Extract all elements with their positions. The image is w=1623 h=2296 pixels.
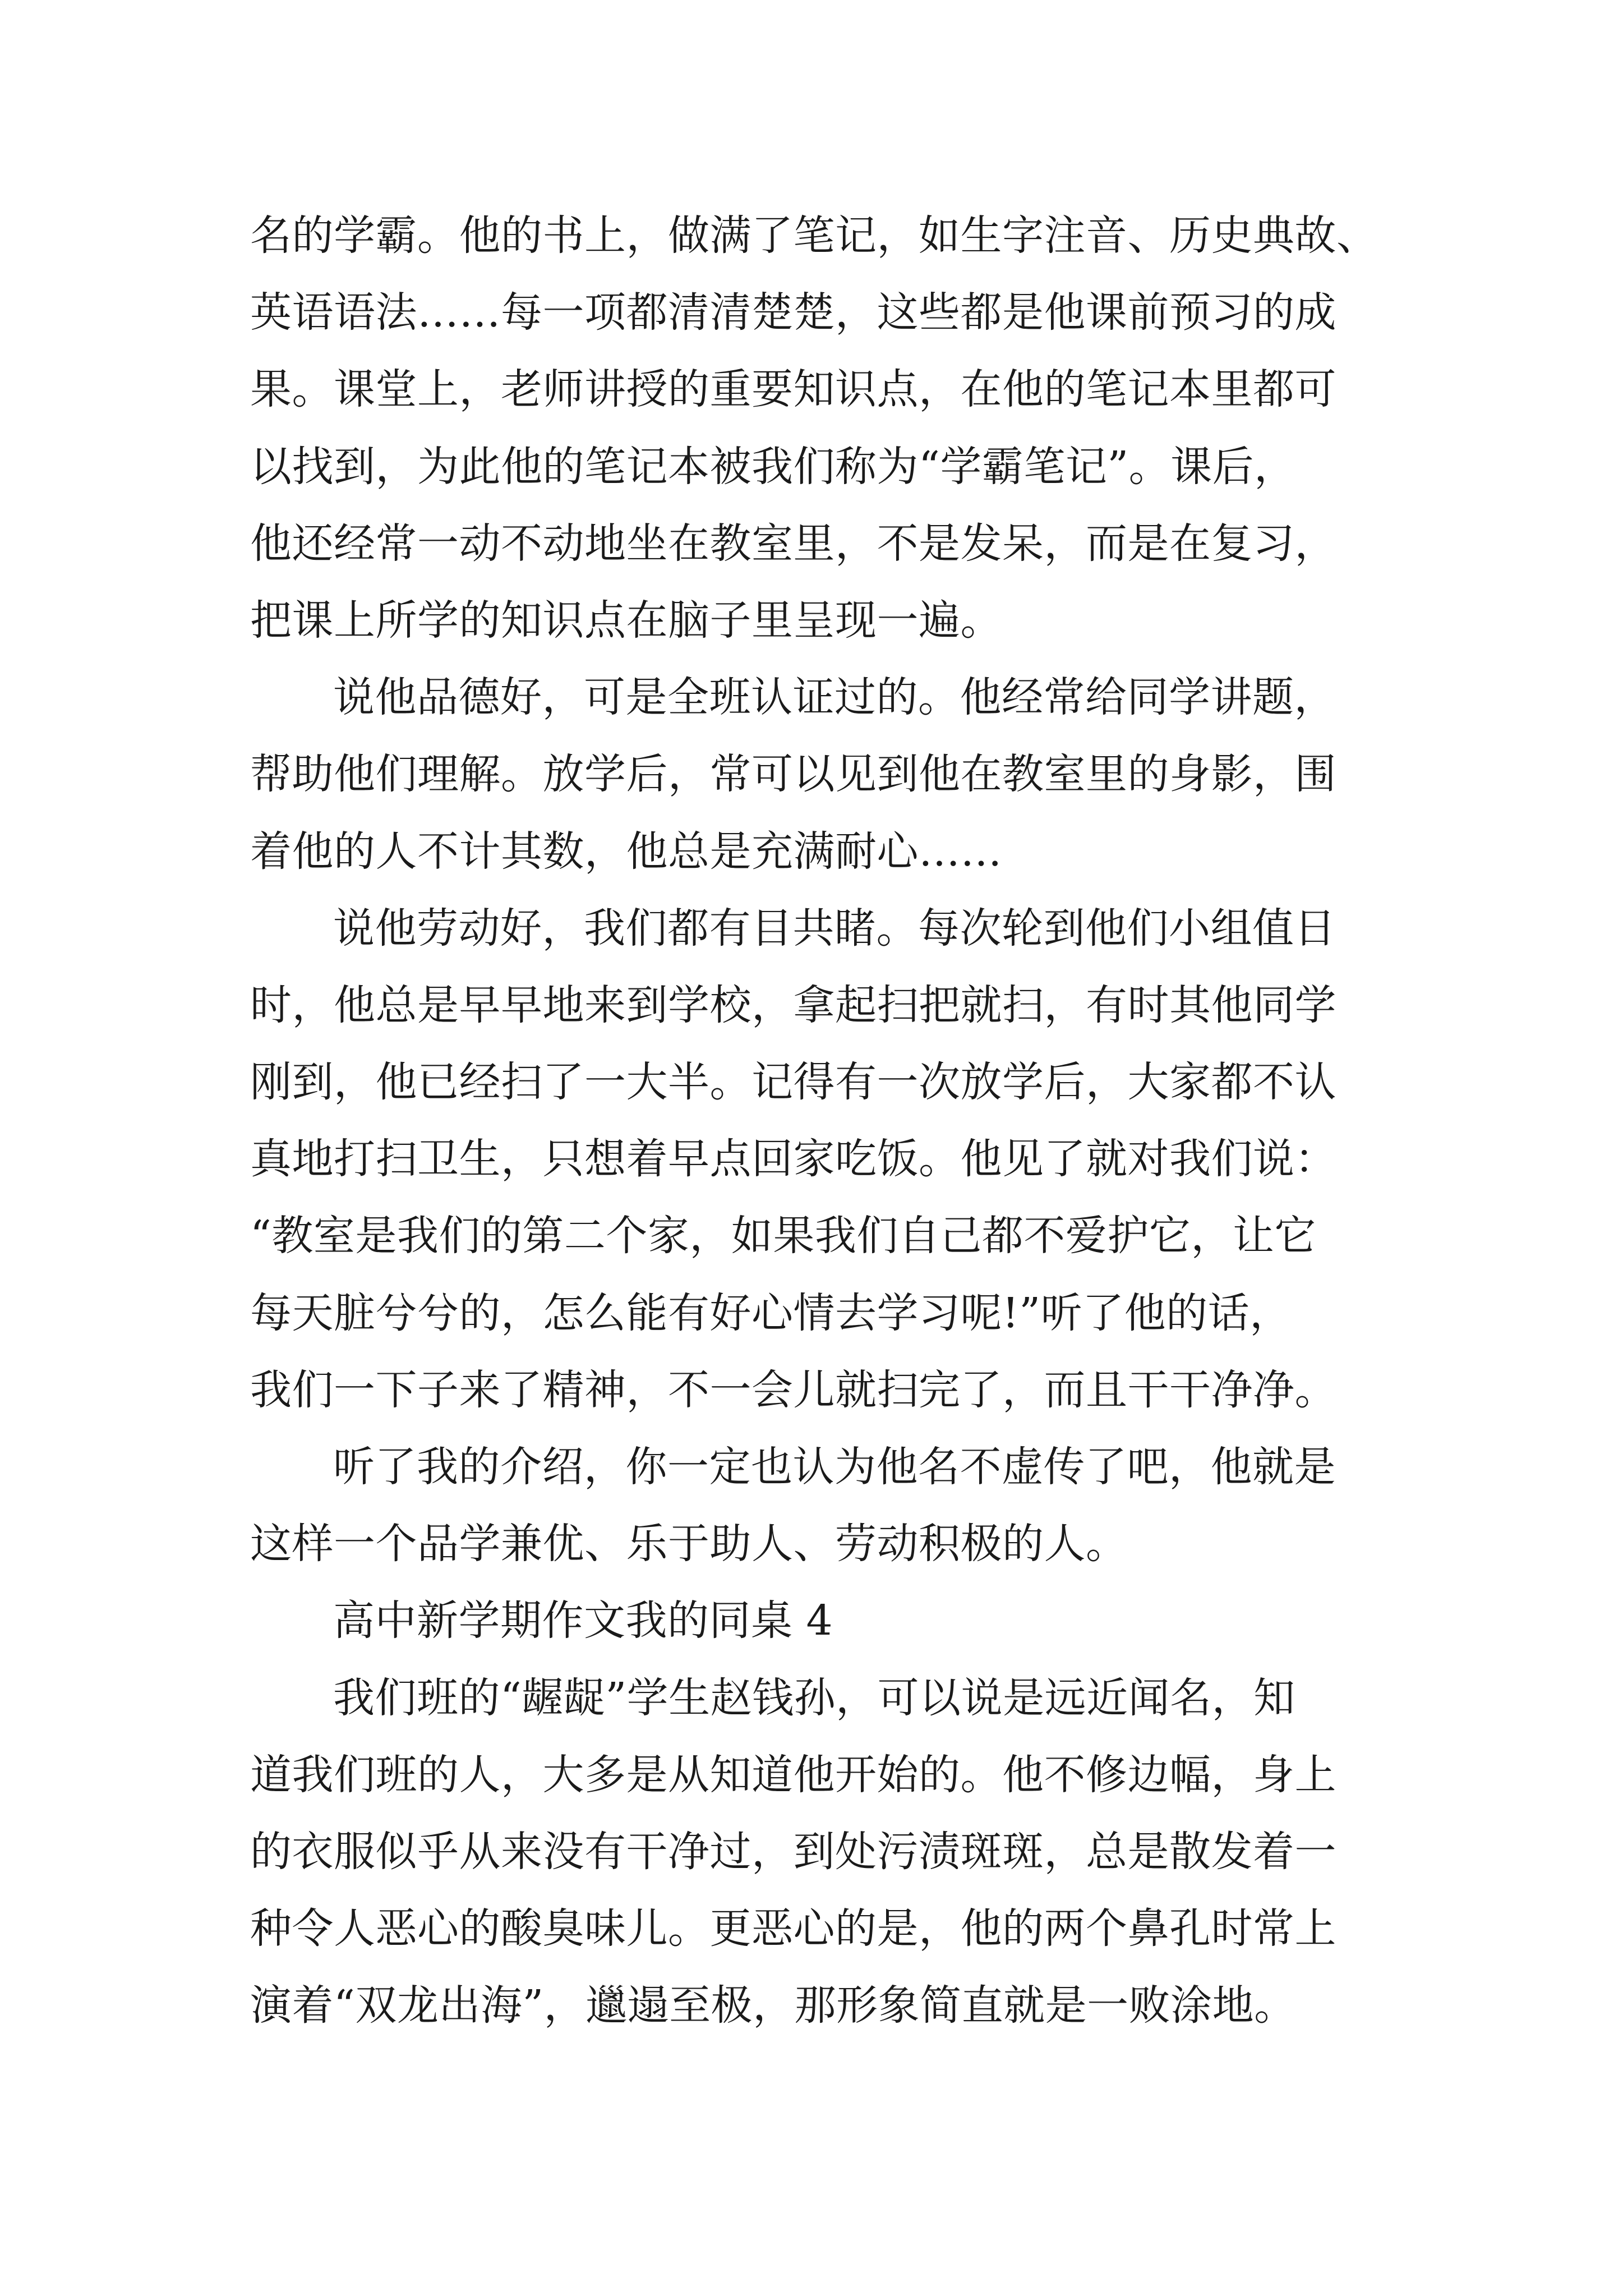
paragraph-start-line: 说他劳动好，我们都有目共睹。每次轮到他们小组值日 [333,904,1336,953]
text-line: 把课上所学的知识点在脑子里呈现一遍。 [250,596,1002,645]
text-line: 果。课堂上，老师讲授的重要知识点，在他的笔记本里都可 [250,365,1336,414]
text-line: 我们一下子来了精神，不一会儿就扫完了，而且干干净净。 [250,1365,1336,1414]
text-line: 这样一个品学兼优、乐于助人、劳动积极的人。 [250,1520,1128,1568]
text-line: 每天脏兮兮的，怎么能有好心情去学习呢!”听了他的话， [250,1289,1292,1337]
paragraph-start-line: 听了我的介绍，你一定也认为他名不虚传了吧，他就是 [333,1443,1336,1491]
text-line: “教室是我们的第二个家，如果我们自己都不爱护它，让它 [250,1212,1316,1260]
text-line: 的衣服似乎从来没有干净过，到处污渍斑斑，总是散发着一 [250,1827,1336,1876]
body-text [250,197,1417,2045]
text-line: 演着“双龙出海”，邋遢至极，那形象简直就是一败涂地。 [250,1981,1296,2030]
text-line: 他还经常一动不动地坐在教室里，不是发呆，而是在复习， [250,519,1336,568]
text-line: 时，他总是早早地来到学校，拿起扫把就扫，有时其他同学 [250,981,1336,1029]
paragraph-start-line: 说他品德好，可是全班认证过的。他经常给同学讲题， [333,673,1336,722]
text-line: 真地打扫卫生，只想着早点回家吃饭。他见了就对我们说： [250,1135,1336,1184]
text-line: 道我们班的人，大多是从知道他开始的。他不修边幅，身上 [250,1750,1336,1799]
text-line: 名的学霸。他的书上，做满了笔记，如生字注音、历史典故、 [250,211,1378,260]
text-line: 刚到，他已经扫了一大半。记得有一次放学后，大家都不认 [250,1058,1336,1107]
section-heading: 高中新学期作文我的同桌 4 [333,1596,833,1645]
text-line: 帮助他们理解。放学后，常可以见到他在教室里的身影，围 [250,750,1336,799]
paragraph-start-line: 我们班的“龌龊”学生赵钱孙，可以说是远近闻名，知 [333,1673,1295,1722]
text-line: 种令人恶心的酸臭味儿。更恶心的是，他的两个鼻孔时常上 [250,1904,1336,1953]
text-line: 英语语法……每一项都清清楚楚，这些都是他课前预习的成 [250,288,1336,337]
text-line: 着他的人不计其数，他总是充满耐心…… [250,827,1002,876]
text-line: 以找到，为此他的笔记本被我们称为“学霸笔记”。课后， [250,442,1296,491]
